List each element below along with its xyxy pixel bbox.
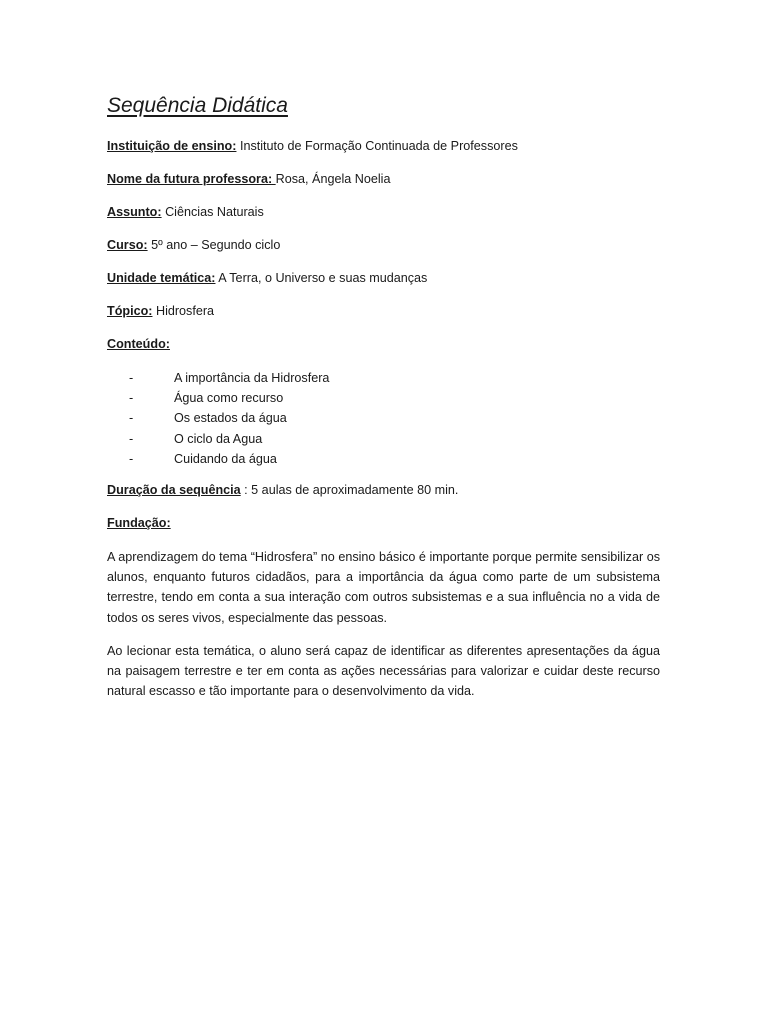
field-curso: [107, 236, 660, 254]
field-value: : 5 aulas de aproximadamente 80 min.: [240, 483, 459, 498]
bullet-dash: -: [129, 431, 134, 446]
field-label: Duração da sequência: [107, 483, 241, 498]
list-item: [129, 429, 660, 449]
fundacao-paragraph: A aprendizagem do tema “Hidrosfera” no ensino básico é importante porque permite sensibilizar os alunos, enquanto futuros cidadãos, para a importância da água como parte de um subsistema terrestre, tendo em conta a sua interação com outros subsistemas e a sua influência no a vida de todos os seres vivos, especialmente das pessoas.: [107, 550, 660, 625]
field-unidade: [107, 269, 660, 287]
list-item: [129, 388, 660, 408]
field-label: Assunto:: [107, 205, 162, 219]
field-label: Unidade temática:: [107, 271, 216, 285]
bullet-dash: -: [129, 411, 134, 426]
list-item-text: A importância da Hidrosfera: [174, 371, 330, 385]
list-item: [129, 368, 660, 388]
list-item-text: Os estados da água: [174, 411, 287, 426]
field-value: Hidrosfera: [152, 304, 215, 318]
conteudo-list: [107, 368, 660, 469]
document-content: [107, 92, 660, 714]
fundacao-paragraph: Ao lecionar esta temática, o aluno será capaz de identificar as diferentes apresentações da água na paisagem terrestre e ter em conta as ações necessárias para valorizar e cuidar deste recurso natural escasso e tão importante para o desenvolvimento da vida.: [107, 643, 660, 699]
bullet-dash: -: [129, 391, 134, 406]
field-value: Ciências Naturais: [161, 205, 264, 219]
fundacao-heading: Fundação:: [107, 516, 171, 531]
list-item: [129, 408, 660, 428]
field-duracao: [107, 481, 660, 499]
field-assunto: [107, 203, 660, 221]
field-instituicao: [107, 137, 660, 155]
list-item-text: Cuidando da água: [174, 451, 277, 466]
field-label: Tópico:: [107, 304, 153, 318]
document-title: Sequência Didática: [107, 94, 288, 117]
field-value: 5º ano – Segundo ciclo: [147, 238, 281, 252]
field-value: A Terra, o Universo e suas mudanças: [215, 271, 428, 285]
field-label: Curso:: [107, 238, 148, 252]
conteudo-heading: Conteúdo:: [107, 337, 170, 351]
field-topico: [107, 302, 660, 320]
field-label: Nome da futura professora:: [107, 172, 276, 186]
list-item-text: O ciclo da Agua: [174, 431, 263, 446]
list-item-text: Água como recurso: [174, 391, 284, 406]
field-nome: [107, 170, 660, 188]
list-item: [129, 449, 660, 469]
field-value: Rosa, Ángela Noelia: [275, 172, 391, 186]
field-label: Instituição de ensino:: [107, 139, 237, 153]
bullet-dash: -: [129, 371, 134, 385]
field-value: Instituto de Formação Continuada de Professores: [236, 139, 518, 153]
bullet-dash: -: [129, 451, 134, 466]
